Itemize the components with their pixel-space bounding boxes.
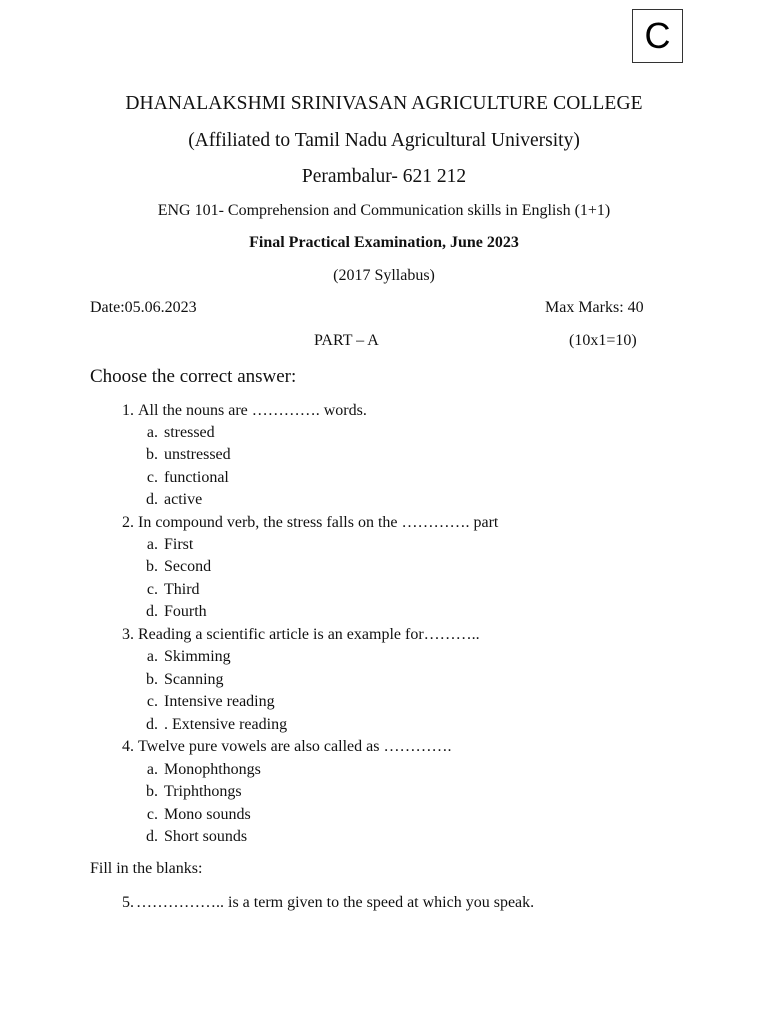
max-marks: Max Marks: 40 <box>545 299 644 316</box>
option-text: . Extensive reading <box>164 716 288 733</box>
question-set-label: C <box>632 9 683 63</box>
option-label: a. <box>146 761 158 778</box>
option-label: d. <box>146 491 158 508</box>
option-label: a. <box>146 648 158 665</box>
option-text: stressed <box>164 424 215 441</box>
option-label: c. <box>146 581 158 598</box>
college-name: DHANALAKSHMI SRINIVASAN AGRICULTURE COLLEGE <box>125 93 643 114</box>
course-title: ENG 101- Comprehension and Communication skills in English (1+1) <box>157 202 611 219</box>
part-heading: PART – A <box>314 332 379 349</box>
option-text: Short sounds <box>164 828 248 845</box>
question-number: 1. <box>122 402 134 419</box>
option-text: Mono sounds <box>164 806 251 823</box>
question-text: Twelve pure vowels are also called as …………. <box>138 738 452 755</box>
question-text: Reading a scientific article is an example for……….. <box>138 626 480 643</box>
question-number: 3. <box>122 626 134 643</box>
option-text: Triphthongs <box>164 783 242 800</box>
option-label: a. <box>146 424 158 441</box>
fill-blanks-heading: Fill in the blanks: <box>90 860 203 877</box>
question-number: 2. <box>122 514 134 531</box>
question-text: All the nouns are …………. words. <box>138 402 367 419</box>
option-text: Intensive reading <box>164 693 275 710</box>
option-text: functional <box>164 469 229 486</box>
question-text: In compound verb, the stress falls on the …………. part <box>138 514 499 531</box>
option-label: c. <box>146 469 158 486</box>
option-label: a. <box>146 536 158 553</box>
exam-title: Final Practical Examination, June 2023 <box>249 234 519 251</box>
college-location: Perambalur- 621 212 <box>301 166 467 187</box>
option-label: d. <box>146 828 158 845</box>
option-text: Third <box>164 581 200 598</box>
syllabus-note: (2017 Syllabus) <box>333 267 435 284</box>
option-text: unstressed <box>164 446 231 463</box>
option-label: d. <box>146 603 158 620</box>
question-text: …………….. is a term given to the speed at which you speak. <box>136 894 535 911</box>
option-label: c. <box>146 806 158 823</box>
option-label: b. <box>146 783 158 800</box>
question-number: 4. <box>122 738 134 755</box>
exam-date: Date:05.06.2023 <box>90 299 197 316</box>
option-text: Second <box>164 558 212 575</box>
part-marks: (10x1=10) <box>569 332 637 349</box>
option-label: c. <box>146 693 158 710</box>
option-text: Scanning <box>164 671 224 688</box>
option-text: active <box>164 491 203 508</box>
instruction: Choose the correct answer: <box>90 366 297 387</box>
option-label: b. <box>146 446 158 463</box>
option-label: b. <box>146 671 158 688</box>
option-label: d. <box>146 716 158 733</box>
question-number: 5. <box>122 894 134 911</box>
option-text: Skimming <box>164 648 231 665</box>
option-text: Monophthongs <box>164 761 261 778</box>
option-text: First <box>164 536 194 553</box>
option-label: b. <box>146 558 158 575</box>
affiliation: (Affiliated to Tamil Nadu Agricultural University) <box>188 130 580 151</box>
option-text: Fourth <box>164 603 207 620</box>
